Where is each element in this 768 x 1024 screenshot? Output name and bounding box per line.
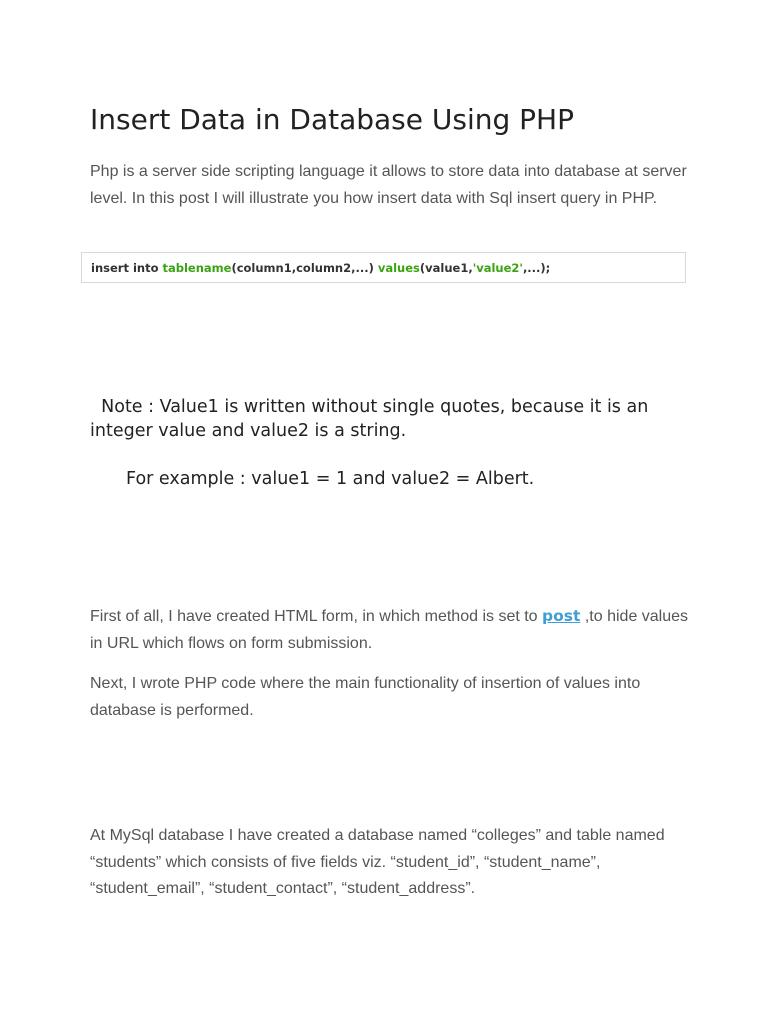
mysql-paragraph: At MySql database I have created a database named “colleges” and table named “students” which consists of five fields viz. “student_id”, “student_name”, “student_email”, “student_contact”, “student_address”.: [90, 827, 665, 897]
code-block: [81, 252, 686, 283]
page-title: Insert Data in Database Using PHP: [90, 103, 574, 136]
code-line: [91, 260, 550, 276]
code-columns: (column1,column2,...): [231, 261, 378, 275]
code-keyword-values: values: [377, 261, 420, 275]
form-method-paragraph: [90, 603, 690, 657]
code-values-close: ,...);: [522, 261, 551, 275]
php-code-paragraph: Next, I wrote PHP code where the main functionality of insertion of values into database is performed.: [90, 675, 641, 719]
code-string-value: 'value2': [472, 261, 523, 275]
intro-paragraph: Php is a server side scripting language it allows to store data into database at server level. In this post I will illustrate you how insert data with Sql insert query in PHP.: [90, 163, 687, 207]
note-content: Note : Value1 is written without single quotes, because it is an integer value and value2 is a string.: [90, 397, 649, 441]
example-text: For example : value1 = 1 and value2 = Albert.: [126, 469, 535, 489]
form-method-text-after: ,to hide values in URL which flows on form submission.: [90, 608, 689, 652]
post-link[interactable]: post: [542, 607, 581, 625]
code-keyword-insert: insert into: [91, 261, 163, 275]
code-values-open: (value1,: [419, 261, 473, 275]
form-method-text-before: First of all, I have created HTML form, in which method is set to: [90, 608, 543, 625]
note-text: [90, 395, 690, 443]
code-table-name: tablename: [162, 261, 232, 275]
